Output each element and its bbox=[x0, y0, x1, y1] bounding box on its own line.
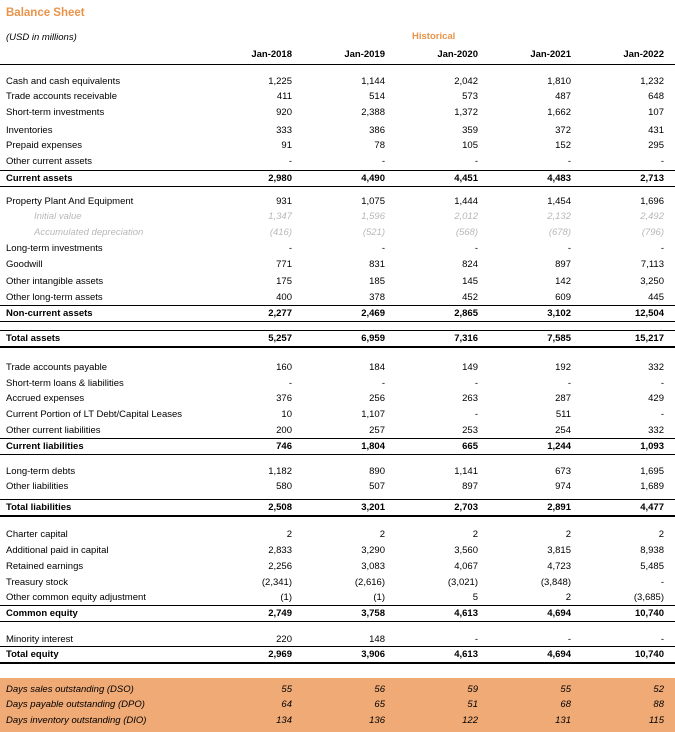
row-label: Trade accounts payable bbox=[6, 362, 108, 373]
row-value: 897 bbox=[555, 259, 571, 270]
row-value: 3,560 bbox=[454, 545, 478, 556]
row-value: (521) bbox=[362, 227, 385, 238]
row-value: - bbox=[567, 634, 571, 645]
row-value: 673 bbox=[555, 466, 571, 477]
row-value: 200 bbox=[276, 425, 292, 436]
row-value: (1) bbox=[373, 592, 385, 603]
row-value: 134 bbox=[276, 715, 292, 726]
row-value: 4,490 bbox=[361, 173, 385, 184]
row-value: 648 bbox=[648, 91, 664, 102]
row-value: - bbox=[288, 243, 292, 254]
row-value: 332 bbox=[648, 362, 664, 373]
row-value: 7,585 bbox=[547, 333, 571, 344]
row-value: 1,075 bbox=[361, 196, 385, 207]
row-value: - bbox=[381, 156, 385, 167]
row-value: (2,616) bbox=[354, 577, 385, 588]
row-value: 2,891 bbox=[547, 502, 571, 513]
row-value: 88 bbox=[653, 699, 664, 710]
row-label: Days payable outstanding (DPO) bbox=[6, 699, 145, 710]
row-value: 2,492 bbox=[640, 211, 664, 222]
row-value: 378 bbox=[369, 292, 385, 303]
row-value: 142 bbox=[555, 276, 571, 287]
row-value: 287 bbox=[555, 393, 571, 404]
row-value: 220 bbox=[276, 634, 292, 645]
row-divider bbox=[0, 321, 675, 322]
row-value: 3,290 bbox=[361, 545, 385, 556]
units-note: (USD in millions) bbox=[6, 32, 77, 43]
header-divider bbox=[0, 64, 675, 65]
row-value: 7,316 bbox=[454, 333, 478, 344]
row-value: 1,107 bbox=[361, 409, 385, 420]
row-value: 2,749 bbox=[268, 608, 292, 619]
row-value: 2,969 bbox=[268, 649, 292, 660]
table-row bbox=[0, 362, 675, 377]
row-value: 2 bbox=[379, 529, 385, 540]
row-value: 1,810 bbox=[547, 76, 571, 87]
row-value: 4,613 bbox=[454, 649, 478, 660]
table-row bbox=[0, 211, 675, 226]
table-row bbox=[0, 481, 675, 496]
row-value: 1,696 bbox=[640, 196, 664, 207]
row-label: Property Plant And Equipment bbox=[6, 196, 134, 207]
table-row bbox=[0, 561, 675, 576]
table-row bbox=[0, 276, 675, 291]
row-divider bbox=[0, 515, 675, 517]
table-row bbox=[0, 76, 675, 91]
table-row bbox=[0, 684, 675, 699]
row-value: 507 bbox=[369, 481, 385, 492]
row-value: - bbox=[567, 378, 571, 389]
row-value: 1,232 bbox=[640, 76, 664, 87]
table-row bbox=[0, 227, 675, 242]
row-value: - bbox=[474, 634, 478, 645]
row-value: 1,093 bbox=[640, 441, 664, 452]
period-header: Jan-2022 bbox=[623, 49, 664, 60]
row-value: 2,469 bbox=[361, 308, 385, 319]
row-value: 771 bbox=[276, 259, 292, 270]
row-label: Common equity bbox=[6, 608, 78, 619]
row-value: 51 bbox=[467, 699, 478, 710]
row-label: Retained earnings bbox=[6, 561, 84, 572]
table-row bbox=[0, 577, 675, 592]
row-value: 1,596 bbox=[361, 211, 385, 222]
row-value: 148 bbox=[369, 634, 385, 645]
row-value: 152 bbox=[555, 140, 571, 151]
row-value: - bbox=[474, 156, 478, 167]
row-value: 4,483 bbox=[547, 173, 571, 184]
row-value: 1,689 bbox=[640, 481, 664, 492]
row-value: 8,938 bbox=[640, 545, 664, 556]
row-label: Short-term loans & liabilities bbox=[6, 378, 124, 389]
row-label: Current Portion of LT Debt/Capital Leases bbox=[6, 409, 183, 420]
table-row bbox=[0, 196, 675, 211]
row-value: 3,201 bbox=[361, 502, 385, 513]
row-value: - bbox=[288, 378, 292, 389]
table-row bbox=[0, 107, 675, 122]
row-label: Minority interest bbox=[6, 634, 74, 645]
row-value: 91 bbox=[281, 140, 292, 151]
table-row bbox=[0, 259, 675, 274]
table-row bbox=[0, 91, 675, 106]
row-divider bbox=[0, 186, 675, 187]
row-value: 160 bbox=[276, 362, 292, 373]
row-label: Other long-term assets bbox=[6, 292, 103, 303]
row-label: Current assets bbox=[6, 173, 73, 184]
row-value: 149 bbox=[462, 362, 478, 373]
row-value: 5,257 bbox=[268, 333, 292, 344]
row-value: 3,815 bbox=[547, 545, 571, 556]
row-label: Additional paid in capital bbox=[6, 545, 109, 556]
row-value: 2,508 bbox=[268, 502, 292, 513]
row-value: 3,906 bbox=[361, 649, 385, 660]
row-value: 746 bbox=[276, 441, 292, 452]
row-label: Charter capital bbox=[6, 529, 68, 540]
row-label: Current liabilities bbox=[6, 441, 84, 452]
row-value: 257 bbox=[369, 425, 385, 436]
row-label: Long-term debts bbox=[6, 466, 76, 477]
row-value: 6,959 bbox=[361, 333, 385, 344]
row-label: Other current liabilities bbox=[6, 425, 101, 436]
row-value: 184 bbox=[369, 362, 385, 373]
row-value: 452 bbox=[462, 292, 478, 303]
row-value: 831 bbox=[369, 259, 385, 270]
row-value: (796) bbox=[641, 227, 664, 238]
row-label: Prepaid expenses bbox=[6, 140, 83, 151]
row-value: 136 bbox=[369, 715, 385, 726]
row-value: 2,980 bbox=[268, 173, 292, 184]
row-value: 974 bbox=[555, 481, 571, 492]
row-value: 256 bbox=[369, 393, 385, 404]
row-value: - bbox=[381, 378, 385, 389]
row-value: 56 bbox=[374, 684, 385, 695]
row-value: 665 bbox=[462, 441, 478, 452]
row-value: 145 bbox=[462, 276, 478, 287]
row-value: (3,848) bbox=[540, 577, 571, 588]
row-value: 3,083 bbox=[361, 561, 385, 572]
row-value: 1,182 bbox=[268, 466, 292, 477]
row-divider bbox=[0, 621, 675, 622]
table-row bbox=[0, 715, 675, 730]
row-value: 131 bbox=[555, 715, 571, 726]
row-value: 5 bbox=[472, 592, 478, 603]
row-value: 609 bbox=[555, 292, 571, 303]
row-label: Other current assets bbox=[6, 156, 93, 167]
row-value: 254 bbox=[555, 425, 571, 436]
row-value: - bbox=[474, 409, 478, 420]
period-header: Jan-2019 bbox=[344, 49, 385, 60]
row-value: 115 bbox=[648, 715, 664, 726]
page-title: Balance Sheet bbox=[6, 7, 85, 19]
row-value: 78 bbox=[374, 140, 385, 151]
row-value: 4,451 bbox=[454, 173, 478, 184]
row-value: 386 bbox=[369, 125, 385, 136]
row-value: 429 bbox=[648, 393, 664, 404]
row-value: 445 bbox=[648, 292, 664, 303]
period-header: Jan-2020 bbox=[437, 49, 478, 60]
row-value: 10,740 bbox=[634, 649, 664, 660]
row-value: 253 bbox=[462, 425, 478, 436]
row-divider bbox=[0, 170, 675, 171]
row-value: 333 bbox=[276, 125, 292, 136]
row-value: 2 bbox=[658, 529, 664, 540]
row-value: - bbox=[474, 243, 478, 254]
row-value: - bbox=[660, 577, 664, 588]
row-value: 2,042 bbox=[454, 76, 478, 87]
row-value: 7,113 bbox=[640, 259, 664, 270]
row-divider bbox=[0, 646, 675, 647]
row-label: Short-term investments bbox=[6, 107, 105, 118]
row-label: Inventories bbox=[6, 125, 53, 136]
row-divider bbox=[0, 305, 675, 306]
row-value: (568) bbox=[455, 227, 478, 238]
row-value: (3,685) bbox=[633, 592, 664, 603]
row-value: (3,021) bbox=[447, 577, 478, 588]
row-value: - bbox=[660, 634, 664, 645]
row-value: 920 bbox=[276, 107, 292, 118]
row-label: Other intangible assets bbox=[6, 276, 104, 287]
row-value: 2,865 bbox=[454, 308, 478, 319]
row-value: 2,277 bbox=[268, 308, 292, 319]
row-value: 55 bbox=[281, 684, 292, 695]
row-value: 1,141 bbox=[454, 466, 478, 477]
row-value: 175 bbox=[276, 276, 292, 287]
row-value: 332 bbox=[648, 425, 664, 436]
historical-label: Historical bbox=[412, 31, 456, 42]
row-value: 2,388 bbox=[361, 107, 385, 118]
table-row bbox=[0, 699, 675, 714]
row-value: 12,504 bbox=[634, 308, 664, 319]
table-row bbox=[0, 529, 675, 544]
row-value: - bbox=[660, 409, 664, 420]
row-label: Total equity bbox=[6, 649, 59, 660]
row-label: Initial value bbox=[34, 211, 82, 222]
row-value: 64 bbox=[281, 699, 292, 710]
row-value: 931 bbox=[276, 196, 292, 207]
row-value: 411 bbox=[276, 91, 292, 102]
row-value: 2 bbox=[286, 529, 292, 540]
row-value: 10 bbox=[281, 409, 292, 420]
row-value: 511 bbox=[555, 409, 571, 420]
row-value: 1,225 bbox=[268, 76, 292, 87]
row-value: - bbox=[567, 156, 571, 167]
table-row bbox=[0, 409, 675, 424]
row-value: 2 bbox=[472, 529, 478, 540]
row-divider bbox=[0, 454, 675, 455]
row-value: 2,703 bbox=[454, 502, 478, 513]
row-value: 105 bbox=[462, 140, 478, 151]
row-value: 897 bbox=[462, 481, 478, 492]
row-value: 4,613 bbox=[454, 608, 478, 619]
row-value: 4,477 bbox=[640, 502, 664, 513]
row-label: Days inventory outstanding (DIO) bbox=[6, 715, 147, 726]
row-value: 1,662 bbox=[547, 107, 571, 118]
row-value: 1,804 bbox=[361, 441, 385, 452]
row-value: 2,713 bbox=[640, 173, 664, 184]
table-row bbox=[0, 545, 675, 560]
row-value: 1,144 bbox=[361, 76, 385, 87]
row-value: 1,695 bbox=[640, 466, 664, 477]
row-label: Long-term investments bbox=[6, 243, 103, 254]
row-value: 52 bbox=[653, 684, 664, 695]
row-label: Other common equity adjustment bbox=[6, 592, 146, 603]
row-value: - bbox=[567, 243, 571, 254]
row-value: - bbox=[660, 243, 664, 254]
row-value: 890 bbox=[369, 466, 385, 477]
table-row bbox=[0, 125, 675, 140]
row-divider bbox=[0, 438, 675, 439]
row-value: 359 bbox=[462, 125, 478, 136]
row-value: - bbox=[660, 156, 664, 167]
row-value: 4,723 bbox=[547, 561, 571, 572]
row-label: Accrued expenses bbox=[6, 393, 85, 404]
row-value: 2,833 bbox=[268, 545, 292, 556]
row-value: 1,244 bbox=[547, 441, 571, 452]
row-value: 3,758 bbox=[361, 608, 385, 619]
row-label: Accumulated depreciation bbox=[34, 227, 144, 238]
row-label: Cash and cash equivalents bbox=[6, 76, 121, 87]
row-value: 2,256 bbox=[268, 561, 292, 572]
row-value: 15,217 bbox=[634, 333, 664, 344]
row-value: 824 bbox=[462, 259, 478, 270]
row-label: Total liabilities bbox=[6, 502, 72, 513]
row-value: 295 bbox=[648, 140, 664, 151]
row-value: 514 bbox=[369, 91, 385, 102]
table-row bbox=[0, 243, 675, 258]
row-value: 2 bbox=[565, 529, 571, 540]
row-value: 10,740 bbox=[634, 608, 664, 619]
row-value: 5,485 bbox=[640, 561, 664, 572]
row-value: 1,372 bbox=[454, 107, 478, 118]
row-value: 376 bbox=[276, 393, 292, 404]
row-value: 68 bbox=[560, 699, 571, 710]
row-value: 263 bbox=[462, 393, 478, 404]
row-value: 2,012 bbox=[454, 211, 478, 222]
row-value: - bbox=[381, 243, 385, 254]
table-row bbox=[0, 140, 675, 155]
row-value: 107 bbox=[648, 107, 664, 118]
table-row bbox=[0, 156, 675, 171]
row-value: 4,067 bbox=[454, 561, 478, 572]
row-divider bbox=[0, 346, 675, 348]
row-value: - bbox=[288, 156, 292, 167]
row-value: 573 bbox=[462, 91, 478, 102]
row-label: Non-current assets bbox=[6, 308, 93, 319]
row-value: 372 bbox=[555, 125, 571, 136]
row-value: 185 bbox=[369, 276, 385, 287]
row-divider bbox=[0, 662, 675, 664]
row-value: - bbox=[660, 378, 664, 389]
row-value: 122 bbox=[462, 715, 478, 726]
row-value: 580 bbox=[276, 481, 292, 492]
row-value: 1,347 bbox=[268, 211, 292, 222]
row-value: 2 bbox=[565, 592, 571, 603]
row-value: 55 bbox=[560, 684, 571, 695]
row-divider bbox=[0, 605, 675, 606]
row-value: 487 bbox=[555, 91, 571, 102]
row-label: Total assets bbox=[6, 333, 61, 344]
row-divider bbox=[0, 499, 675, 500]
row-label: Treasury stock bbox=[6, 577, 68, 588]
row-value: (678) bbox=[548, 227, 571, 238]
row-value: (416) bbox=[269, 227, 292, 238]
row-value: 4,694 bbox=[547, 649, 571, 660]
row-divider bbox=[0, 330, 675, 331]
row-value: 59 bbox=[467, 684, 478, 695]
period-header: Jan-2018 bbox=[251, 49, 292, 60]
row-value: 2,132 bbox=[547, 211, 571, 222]
row-label: Goodwill bbox=[6, 259, 43, 270]
row-value: 3,102 bbox=[547, 308, 571, 319]
row-value: 65 bbox=[374, 699, 385, 710]
period-header: Jan-2021 bbox=[530, 49, 571, 60]
row-label: Trade accounts receivable bbox=[6, 91, 118, 102]
row-value: - bbox=[474, 378, 478, 389]
row-value: 1,454 bbox=[547, 196, 571, 207]
row-value: 400 bbox=[276, 292, 292, 303]
row-value: (1) bbox=[280, 592, 292, 603]
row-value: 192 bbox=[555, 362, 571, 373]
row-value: 431 bbox=[648, 125, 664, 136]
row-value: 3,250 bbox=[640, 276, 664, 287]
row-value: 4,694 bbox=[547, 608, 571, 619]
row-label: Other liabilities bbox=[6, 481, 69, 492]
row-value: (2,341) bbox=[261, 577, 292, 588]
table-row bbox=[0, 466, 675, 481]
row-label: Days sales outstanding (DSO) bbox=[6, 684, 134, 695]
table-row bbox=[0, 378, 675, 393]
row-value: 1,444 bbox=[454, 196, 478, 207]
table-row bbox=[0, 393, 675, 408]
